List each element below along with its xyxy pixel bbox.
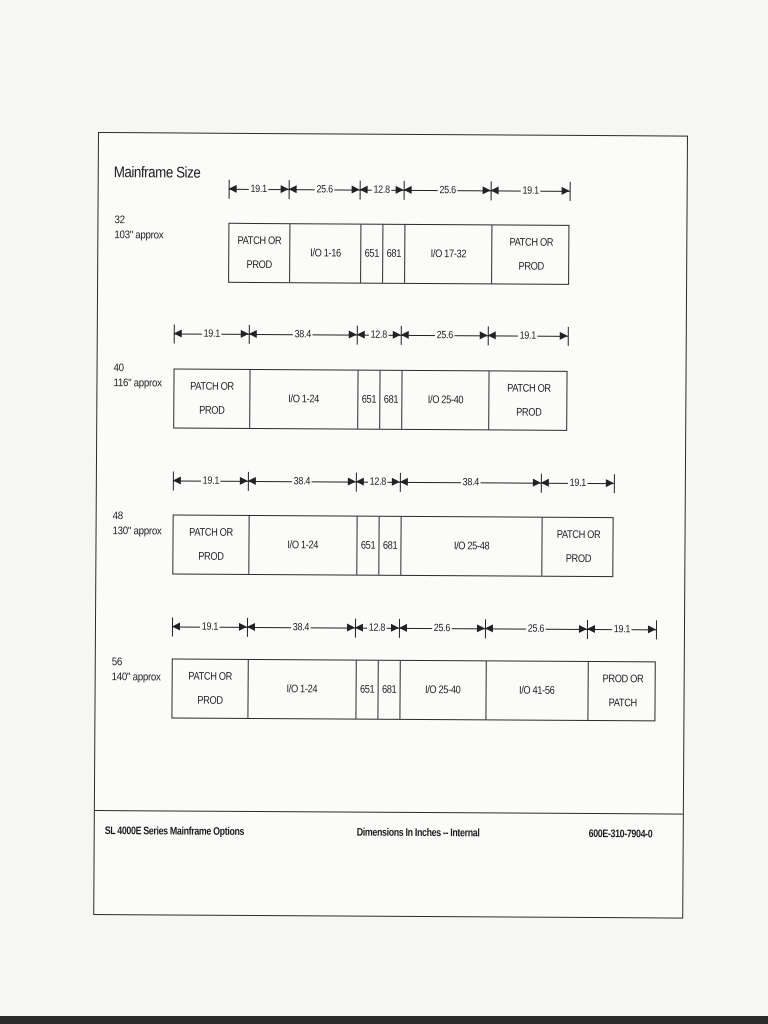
dimension-tick (614, 474, 615, 493)
left-arrowhead-icon (173, 476, 181, 484)
right-arrowhead-icon (648, 625, 656, 633)
module-row-32 (228, 223, 569, 285)
dimension-value: 25.6 (315, 183, 333, 196)
right-arrowhead-icon (240, 477, 248, 485)
dimension-line-40 (99, 133, 687, 137)
size-approx: 140" approx (111, 671, 161, 684)
dimension-value: 38.4 (462, 476, 479, 489)
module-row-56 (171, 658, 655, 721)
left-arrowhead-icon (248, 477, 256, 485)
segment-patch-or-prod: PATCH OR PROD (491, 225, 570, 283)
dimension-value: 19.1 (569, 476, 586, 489)
drawing-frame (93, 132, 688, 919)
dimension-line-56 (99, 133, 687, 137)
dimension-value: 25.6 (527, 622, 545, 635)
size-number: 40 (113, 362, 124, 375)
right-arrowhead-icon (348, 478, 356, 486)
dimension-tick (568, 327, 569, 346)
size-label-56 (112, 655, 161, 685)
left-arrowhead-icon (491, 186, 499, 194)
segment-patch-or-prod: PATCH OR PROD (189, 526, 233, 563)
dimension-value: 38.4 (293, 475, 311, 488)
left-arrowhead-icon (249, 330, 257, 338)
left-arrowhead-icon (247, 623, 255, 631)
right-arrowhead-icon (281, 185, 289, 193)
left-arrowhead-icon (229, 185, 237, 193)
segment-651: 651 (356, 517, 378, 575)
dimension-value: 19.1 (250, 182, 267, 196)
right-arrowhead-icon (477, 624, 485, 632)
segment-io-1-16: I/O 1-16 (289, 224, 360, 282)
dimension-value: 25.6 (438, 184, 456, 197)
left-arrowhead-icon (355, 624, 363, 632)
dimension-value: 12.8 (370, 328, 387, 341)
right-arrowhead-icon (480, 331, 488, 339)
module-row-40 (173, 368, 567, 430)
dimension-value: 38.4 (292, 621, 310, 634)
dimension-line-48 (99, 133, 687, 137)
size-label-40 (113, 361, 161, 391)
left-arrowhead-icon (587, 625, 595, 633)
segment-651: 651 (360, 225, 382, 283)
dimension-value: 19.1 (203, 327, 220, 340)
scan-bottom-edge (0, 1016, 768, 1024)
segment-io-25-48: I/O 25-48 (400, 517, 541, 576)
segment-io-41-56: I/O 41-56 (485, 661, 587, 720)
segment-io-17-32: I/O 17-32 (404, 225, 491, 284)
dimension-value: 25.6 (436, 329, 453, 342)
left-arrowhead-icon (174, 329, 182, 337)
dimension-value: 19.1 (201, 620, 218, 633)
left-arrowhead-icon (404, 186, 412, 194)
left-arrowhead-icon (356, 478, 364, 486)
segment-io-1-24: I/O 1-24 (249, 370, 357, 429)
right-arrowhead-icon (562, 187, 570, 195)
left-arrowhead-icon (289, 185, 297, 193)
dimension-value: 19.1 (519, 329, 536, 342)
left-arrowhead-icon (485, 624, 493, 632)
size-approx: 103" approx (114, 229, 164, 242)
right-arrowhead-icon (392, 478, 400, 486)
right-arrowhead-icon (579, 625, 587, 633)
right-arrowhead-icon (396, 186, 404, 194)
dimension-value: 12.8 (368, 621, 386, 634)
left-arrowhead-icon (400, 478, 408, 486)
segment-io-25-40: I/O 25-40 (401, 371, 488, 430)
segment-io-25-40: I/O 25-40 (399, 661, 485, 720)
dimension-tick (570, 182, 571, 201)
size-approx: 130" approx (112, 525, 162, 538)
segment-651: 651 (357, 371, 379, 429)
left-arrowhead-icon (172, 622, 180, 630)
dimension-value: 19.1 (521, 184, 539, 197)
size-approx: 116" approx (113, 377, 162, 390)
left-arrowhead-icon (541, 479, 549, 487)
right-arrowhead-icon (483, 186, 491, 194)
segment-patch-or-prod: PATCH OR PROD (541, 518, 614, 576)
left-arrowhead-icon (399, 624, 407, 632)
segment-681: 681 (378, 517, 400, 575)
right-arrowhead-icon (352, 186, 360, 194)
right-arrowhead-icon (347, 624, 355, 632)
right-arrowhead-icon (349, 331, 357, 339)
footer-divider (95, 810, 683, 815)
footer-dimensions-note: Dimensions In Inches -- Internal (356, 826, 480, 840)
dimension-tick (656, 620, 657, 639)
dimension-line-32 (99, 133, 687, 137)
size-number: 48 (112, 510, 123, 523)
right-arrowhead-icon (391, 624, 399, 632)
footer-part-number: 600E-310-7904-0 (588, 828, 653, 841)
dimension-value: 25.6 (433, 622, 451, 635)
segment-681: 681 (379, 371, 401, 429)
segment-patch-or-prod: PATCH OR PROD (188, 670, 233, 707)
right-arrowhead-icon (241, 330, 249, 338)
segment-681: 681 (382, 225, 404, 283)
size-label-48 (113, 509, 162, 539)
segment-io-1-24: I/O 1-24 (248, 516, 356, 575)
segment-681: 681 (377, 661, 399, 719)
dimension-value: 38.4 (294, 328, 311, 341)
dimension-value: 19.1 (613, 623, 630, 636)
left-arrowhead-icon (360, 186, 368, 194)
segment-io-1-24: I/O 1-24 (247, 660, 355, 719)
dimension-value: 19.1 (202, 474, 219, 487)
size-number: 56 (111, 656, 123, 669)
segment-patch-or-prod: PATCH OR PROD (190, 380, 234, 417)
size-number: 32 (114, 214, 125, 227)
diagram-title: Mainframe Size (113, 164, 201, 182)
size-label-32 (114, 213, 163, 243)
segment-prod-or-patch: PROD OR PATCH (587, 662, 656, 720)
right-arrowhead-icon (606, 479, 614, 487)
module-row-48 (172, 514, 613, 577)
segment-651: 651 (355, 661, 377, 719)
segment-patch-or-prod: PATCH OR PROD (237, 234, 282, 272)
right-arrowhead-icon (560, 332, 568, 340)
left-arrowhead-icon (401, 331, 409, 339)
footer-title: SL 4000E Series Mainframe Options (104, 825, 245, 838)
right-arrowhead-icon (533, 479, 541, 487)
dimension-value: 12.8 (369, 475, 387, 488)
segment-patch-or-prod: PATCH OR PROD (488, 371, 568, 429)
left-arrowhead-icon (357, 331, 365, 339)
left-arrowhead-icon (488, 331, 496, 339)
right-arrowhead-icon (239, 623, 247, 631)
right-arrowhead-icon (393, 331, 401, 339)
dimension-value: 12.8 (373, 183, 390, 196)
